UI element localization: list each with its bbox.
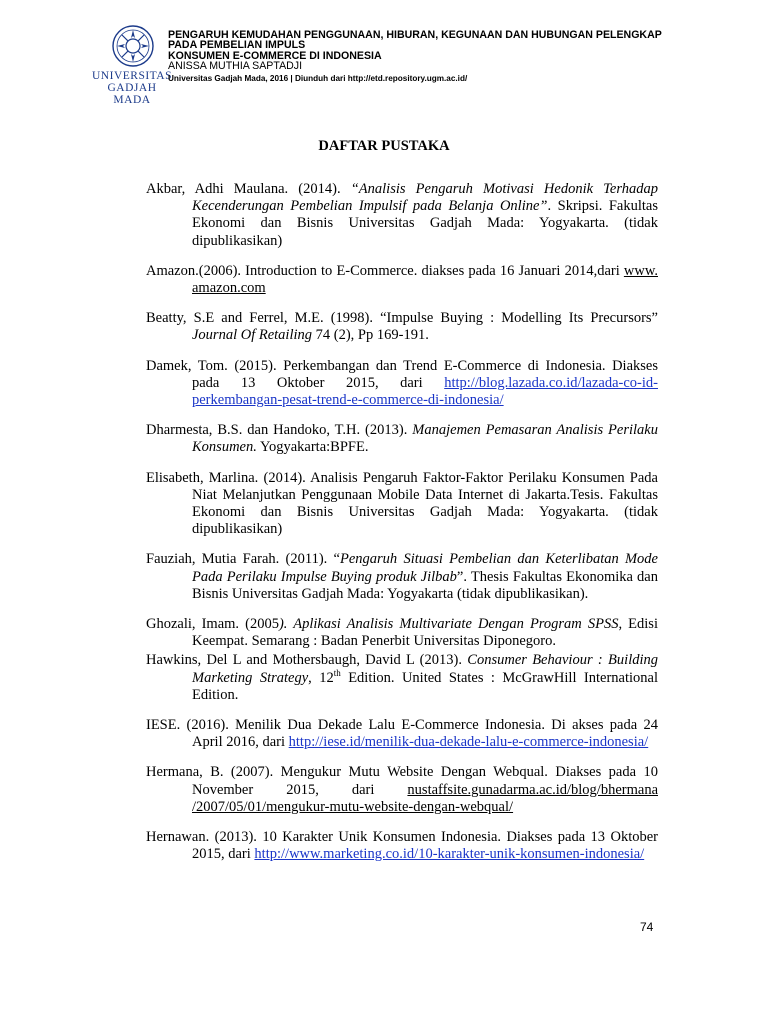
university-line-1: UNIVERSITAS [92, 70, 172, 82]
reference-list [146, 181, 658, 864]
reference-item: Hawkins, Del L and Mothersbaugh, David L (2013). Consumer Behaviour : Building Marketing Strategy, 12th Edition. United States : McGrawHill International Edition. [146, 652, 658, 703]
reference-item: Fauziah, Mutia Farah. (2011). “Pengaruh Situasi Pembelian dan Keterlibatan Mode Pada Perilaku Impulse Buying produk Jilbab”. Thesis Fakultas Ekonomika dan Bisnis Universitas Gadjah Mada: Yogyakarta (tidak dipublikasikan). [146, 551, 658, 602]
header-text [168, 30, 728, 84]
header-author: ANISSA MUTHIA SAPTADJI [168, 60, 303, 73]
header-title-line-2: PADA PEMBELIAN IMPULS [168, 39, 306, 52]
section-title: DAFTAR PUSTAKA [318, 138, 450, 154]
reference-link[interactable]: http://blog.lazada.co.id/lazada-co-id-perkembangan-pesat-trend-e-commerce-di-indonesia/ [192, 374, 658, 409]
header-title-line-3: KONSUMEN E-COMMERCE DI INDONESIA [168, 49, 382, 62]
reference-item: Beatty, S.E and Ferrel, M.E. (1998). “Impulse Buying : Modelling Its Precursors” Journal Of Retailing 74 (2), Pp 169-191. [146, 310, 658, 344]
reference-link[interactable]: http://iese.id/menilik-dua-dekade-lalu-e-commerce-indonesia/ [288, 734, 649, 751]
reference-item: Dharmesta, B.S. dan Handoko, T.H. (2013). Manajemen Pemasaran Analisis Perilaku Konsumen. Yogyakarta:BPFE. [146, 422, 658, 456]
page-number: 74 [640, 920, 654, 934]
university-logo-text [90, 70, 174, 106]
university-line-2: GADJAH MADA [107, 82, 157, 106]
reference-item: IESE. (2016). Menilik Dua Dekade Lalu E-Commerce Indonesia. Di akses pada 24 April 2016, dari http://iese.id/menilik-dua-dekade-lalu-e-commerce-indonesia/ [146, 717, 658, 751]
reference-item: Hermana, B. (2007). Mengukur Mutu Website Dengan Webqual. Diakses pada 10 November 2015, dari nustaffsite.gunadarma.ac.id/blog/bhermana /2007/05/01/mengukur-mutu-website-dengan-webqual/ [146, 764, 658, 815]
reference-item: Elisabeth, Marlina. (2014). Analisis Pengaruh Faktor-Faktor Perilaku Konsumen Pada Niat Melanjutkan Penggunaan Mobile Data Internet di Jakarta.Tesis. Fakultas Ekonomi dan Bisnis Universitas Gadjah Mada: Yogyakarta. (tidak dipublikasikan) [146, 469, 658, 538]
reference-item: Damek, Tom. (2015). Perkembangan dan Trend E-Commerce di Indonesia. Diakses pada 13 Oktober 2015, dari http://blog.lazada.co.id/lazada-co-id-perkembangan-pesat-trend-e-commerce-di-indonesia/ [146, 357, 658, 409]
header-source: Universitas Gadjah Mada, 2016 | Diunduh dari http://etd.repository.ugm.ac.id/ [168, 73, 468, 83]
reference-item: Amazon.(2006). Introduction to E-Commerce. diakses pada 16 Januari 2014,dari www. amazon.com [146, 262, 658, 297]
reference-item: Hernawan. (2013). 10 Karakter Unik Konsumen Indonesia. Diakses pada 13 Oktober 2015, dari http://www.marketing.co.id/10-karakter-unik-konsumen-indonesia/ [146, 829, 658, 863]
ugm-logo-icon [104, 24, 162, 68]
reference-item: Ghozali, Imam. (2005). Aplikasi Analisis Multivariate Dengan Program SPSS, Edisi Keempat. Semarang : Badan Penerbit Universitas Diponegoro. [146, 616, 658, 650]
reference-link[interactable]: http://www.marketing.co.id/10-karakter-unik-konsumen-indonesia/ [254, 846, 645, 863]
header-title-line-1: PENGARUH KEMUDAHAN PENGGUNAAN, HIBURAN, KEGUNAAN DAN HUBUNGAN PELENGKAP [168, 29, 662, 41]
document-header [90, 24, 730, 106]
reference-item: Akbar, Adhi Maulana. (2014). “Analisis Pengaruh Motivasi Hedonik Terhadap Kecenderungan Pembelian Impulsif pada Belanja Online”. Skripsi. Fakultas Ekonomi dan Bisnis Universitas Gadjah Mada: Yogyakarta. (tidak dipublikasikan) [146, 181, 658, 249]
